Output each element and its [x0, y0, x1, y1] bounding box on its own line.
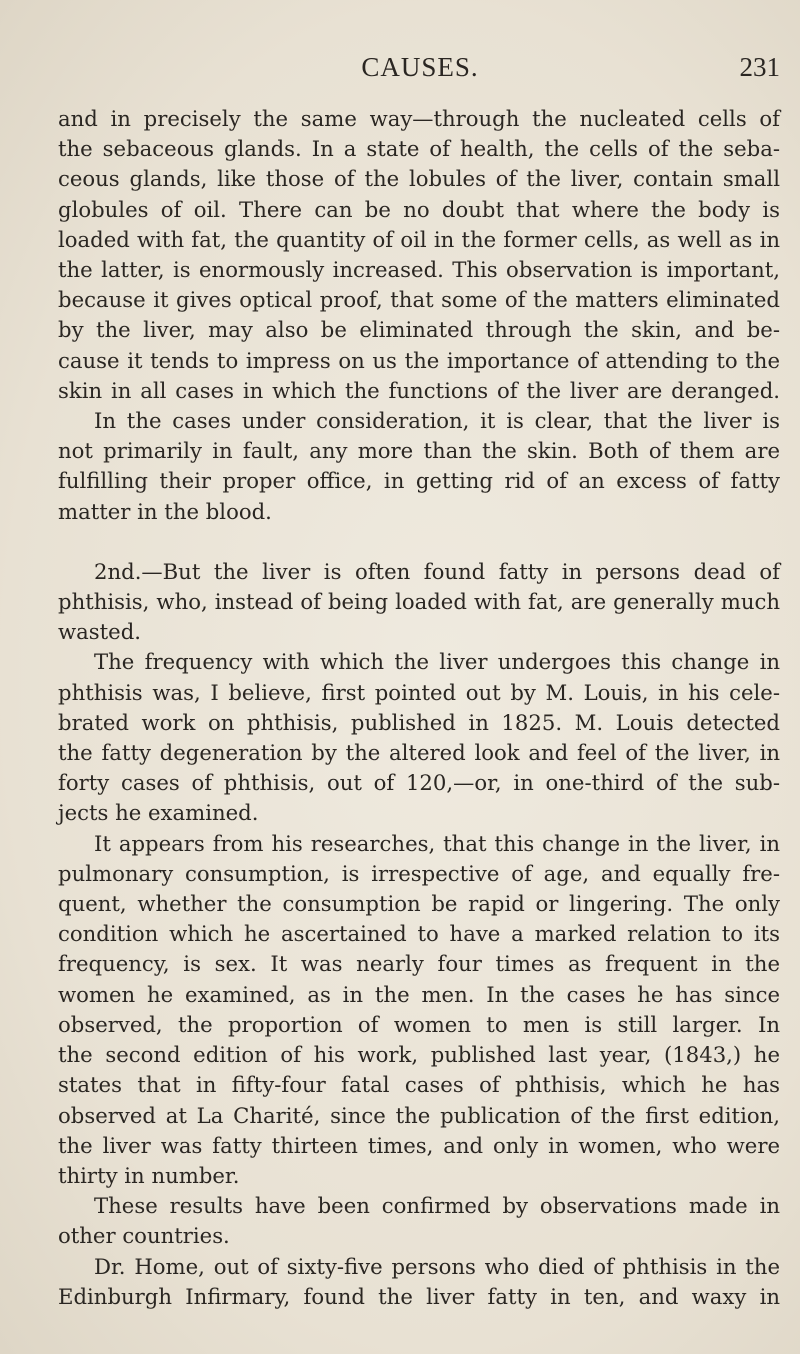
page-number: 231: [739, 52, 780, 82]
text-line: 2nd.—But the liver is often found fatty in persons dead of: [94, 558, 780, 584]
text-line: phthisis, who, instead of being loaded with fat, are generally much: [58, 589, 780, 615]
text-line: globules of oil. There can be no doubt that where the body is: [58, 196, 780, 222]
text-line: brated work on phthisis, published in 1825. M. Louis detected: [58, 709, 780, 735]
text-line: the latter, is enormously increased. This observation is important,: [58, 257, 780, 283]
text-line: pulmonary consumption, is irrespective of age, and equally fre-: [58, 860, 780, 886]
text-line: In the cases under consideration, it is clear, that the liver is: [94, 408, 780, 434]
text-line: the sebaceous glands. In a state of health, the cells of the seba-: [58, 136, 780, 162]
text-line: other countries.: [58, 1223, 230, 1249]
text-line: skin in all cases in which the functions of the liver are deranged.: [58, 377, 780, 403]
section-gap: [58, 527, 780, 557]
text-line: the fatty degeneration by the altered look and feel of the liver, in: [58, 740, 780, 766]
page-header: [60, 52, 780, 88]
text-line: thirty in number.: [58, 1162, 240, 1188]
text-line: loaded with fat, the quantity of oil in the former cells, as well as in: [58, 226, 780, 252]
body-text: [58, 104, 780, 1312]
text-line: quent, whether the consumption be rapid or lingering. The only: [58, 891, 780, 917]
text-line: states that in fifty-four fatal cases of phthisis, which he has: [58, 1072, 780, 1098]
text-line: It appears from his researches, that this change in the liver, in: [94, 830, 780, 856]
text-line: the liver was fatty thirteen times, and only in women, who were: [58, 1132, 780, 1158]
text-line: forty cases of phthisis, out of 120,—or, in one-third of the sub-: [58, 770, 780, 796]
text-line: and in precisely the same way—through the nucleated cells of: [58, 106, 780, 131]
text-line: jects he examined.: [58, 800, 259, 826]
text-line: Dr. Home, out of sixty-five persons who died of phthisis in the: [94, 1253, 780, 1279]
text-line: women he examined, as in the men. In the cases he has since: [58, 981, 780, 1007]
text-line: the second edition of his work, published last year, (1843,) he: [58, 1042, 780, 1068]
text-line: observed, the proportion of women to men is still larger. In: [58, 1011, 780, 1037]
text-line: not primarily in fault, any more than the skin. Both of them are: [58, 438, 780, 464]
text-line: observed at La Charité, since the publication of the first edition,: [58, 1102, 780, 1128]
text-line: phthisis was, I believe, first pointed out by M. Louis, in his cele-: [58, 679, 780, 705]
text-line: frequency, is sex. It was nearly four times as frequent in the: [58, 951, 780, 977]
text-line: by the liver, may also be eliminated through the skin, and be-: [58, 317, 780, 343]
text-line: wasted.: [58, 619, 141, 645]
running-title: CAUSES.: [361, 52, 479, 82]
text-line: fulfilling their proper office, in getting rid of an excess of fatty: [58, 468, 780, 494]
text-line: cause it tends to impress on us the importance of attending to the: [58, 347, 780, 373]
text-line: These results have been confirmed by observations made in: [94, 1193, 780, 1219]
text-line: because it gives optical proof, that some of the matters eliminated: [58, 287, 780, 313]
text-line: matter in the blood.: [58, 498, 272, 524]
text-line: condition which he ascertained to have a marked relation to its: [58, 921, 780, 947]
text-line: Edinburgh Infirmary, found the liver fatty in ten, and waxy in: [58, 1283, 780, 1309]
text-line: ceous glands, like those of the lobules of the liver, contain small: [58, 166, 780, 192]
text-line: The frequency with which the liver undergoes this change in: [94, 649, 780, 675]
